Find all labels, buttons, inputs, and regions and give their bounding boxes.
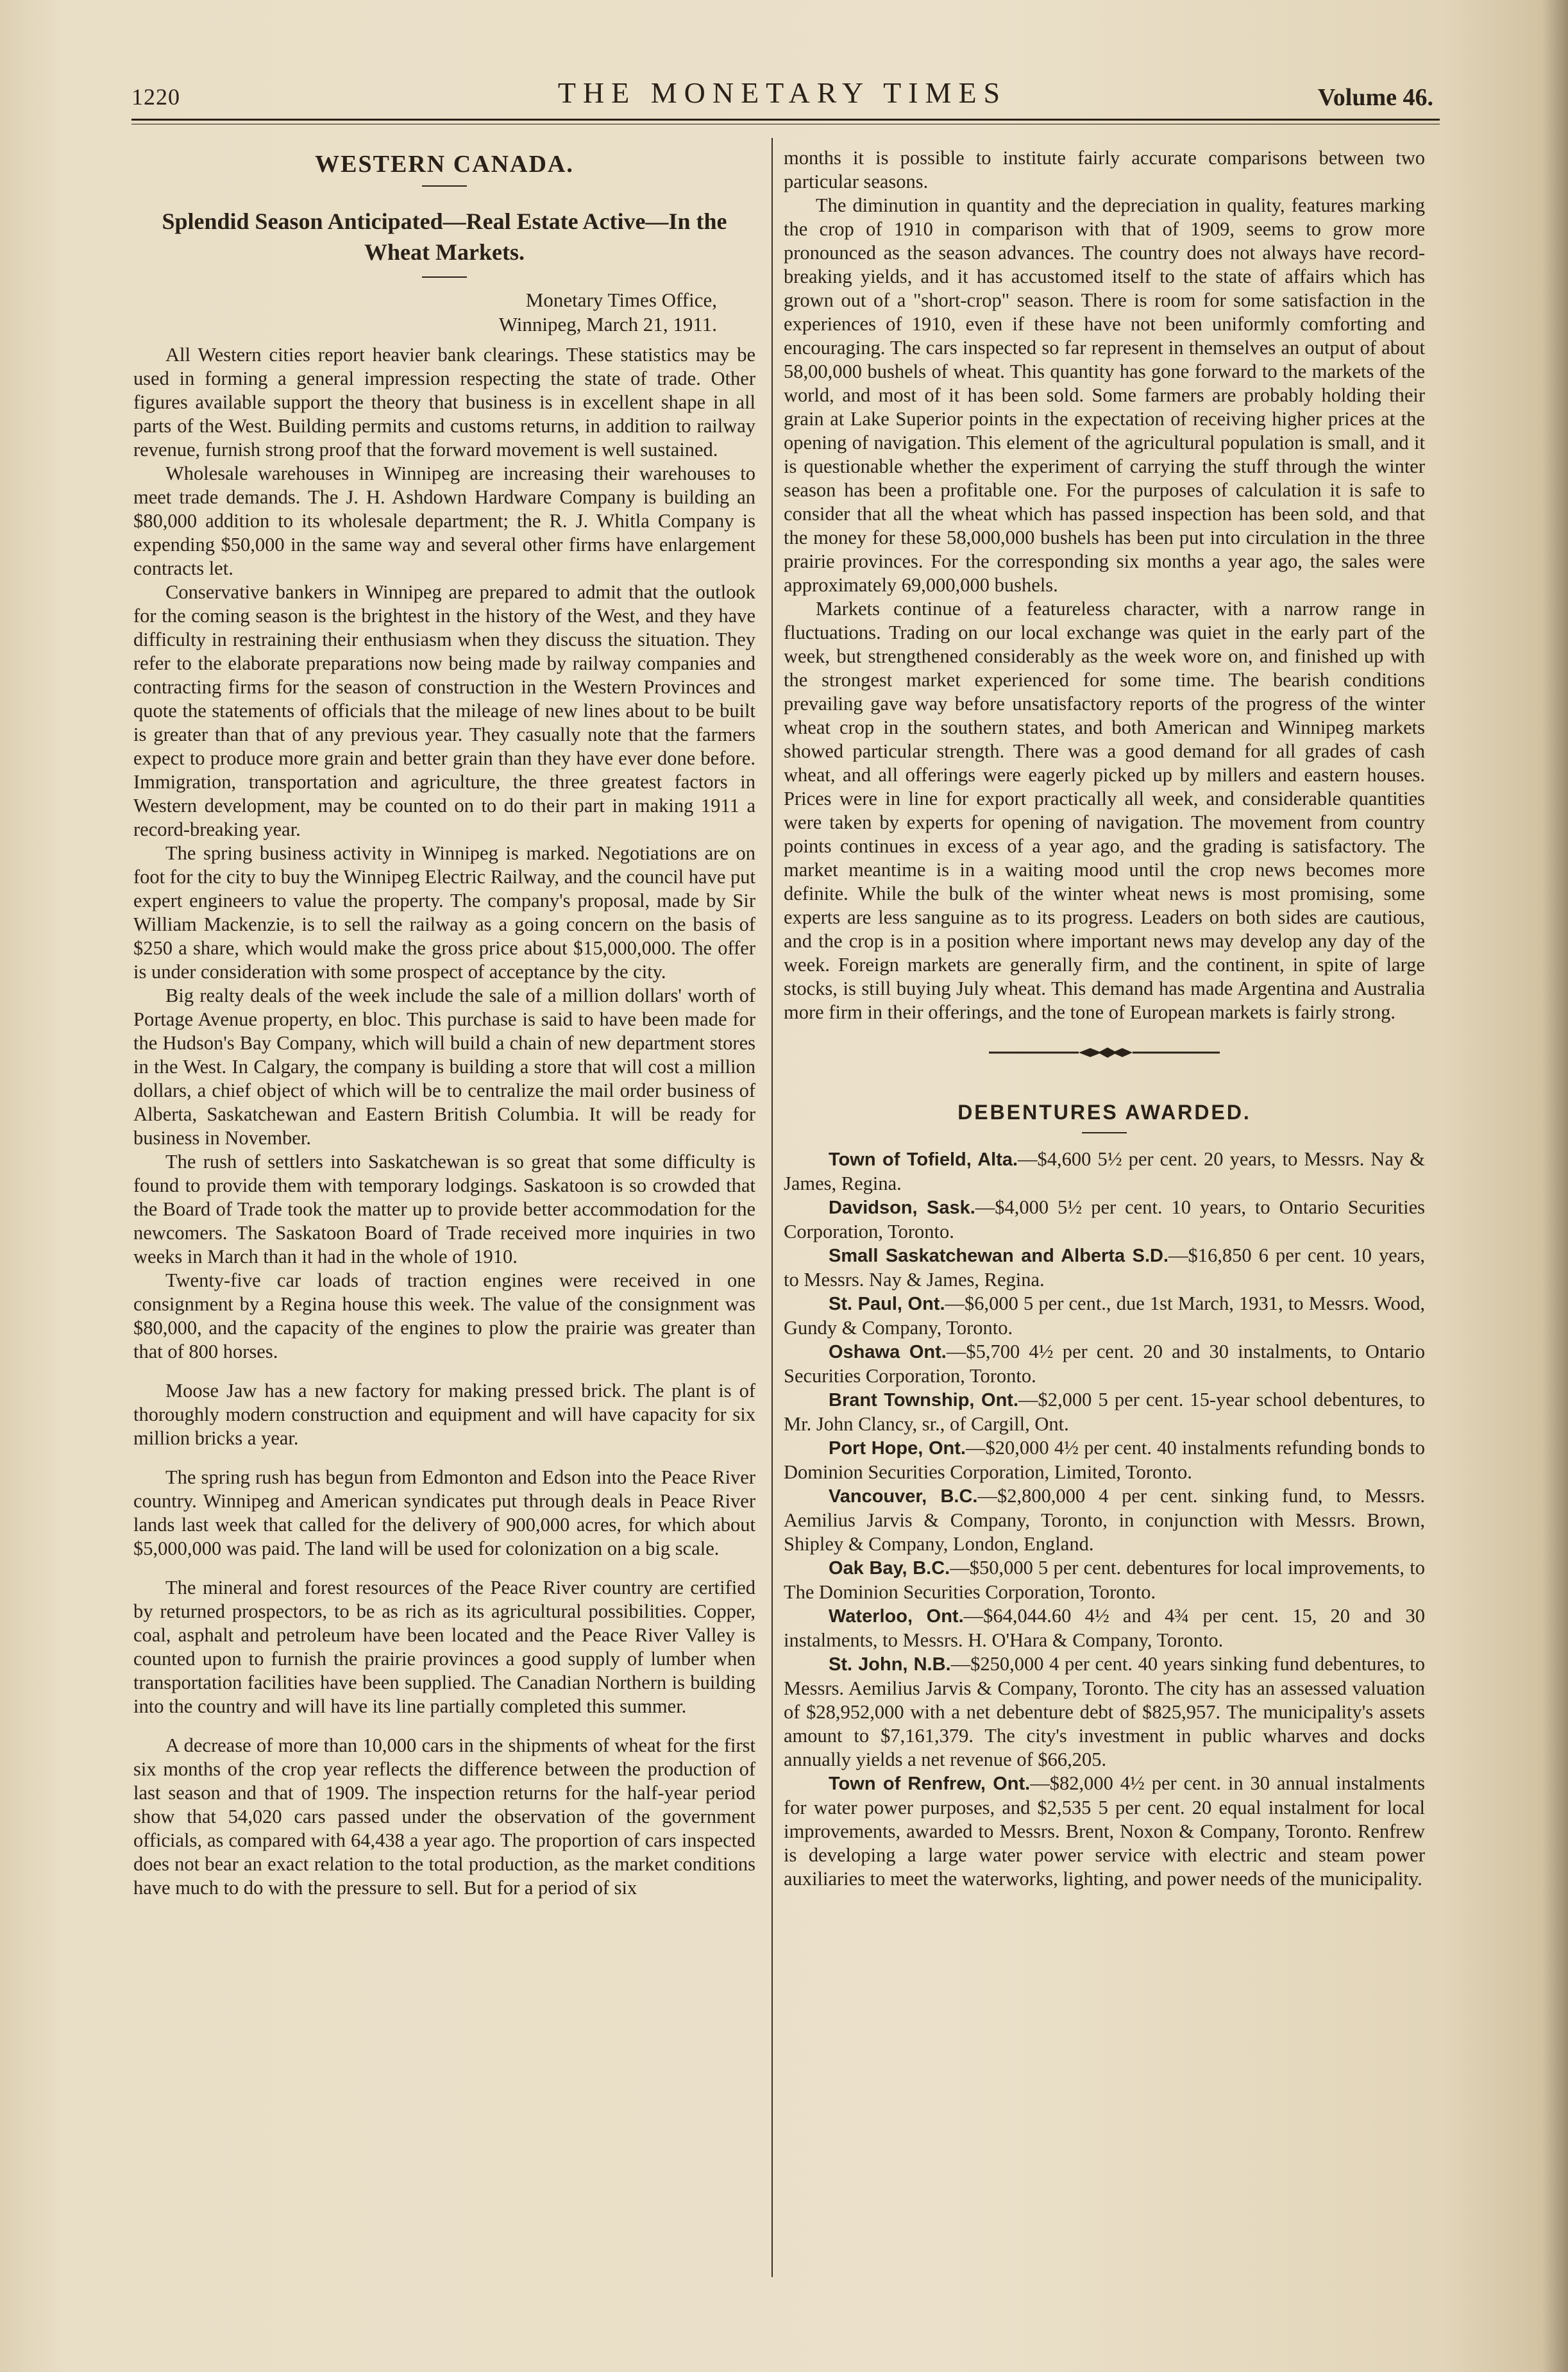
paragraph: Markets continue of a featureless character, with a narrow range in fluctuations. Trading on our local exchange was quiet in the early part of the week, but strengthened considerably as the week wore on, and finished up with the strongest market experienced for some time. The bearish conditions prevailing gave way before unsatisfactory reports of the progress of the winter wheat crop in the southern states, and both American and Winnipeg markets showed particular strength. There was a good demand for all grades of cash wheat, and all offerings were eagerly picked up by millers and eastern houses. Prices were in line for export practically all week, and considerable quantities were taken by experts for opening of navigation. The movement from country points continues in excess of a year ago, and the grading is satisfactory. The market meantime is in a waiting mood until the crop news becomes more definite. While the bulk of the winter wheat news is most promising, some experts are less sanguine as to its progress. Leaders on both sides are cautious, and the crop is in a position where important news may develop any day of the week. Foreign markets are generally firm, and the continent, in spite of large stocks, is still buying July wheat. This demand has made Argentina and Australia more firm in their offerings, and the tone of European markets is fairly strong. [784,598,1425,1023]
debenture-entry [784,1244,1425,1292]
debenture-text: —$2,800,000 4 per cent. sinking fund, to Messrs. Aemilius Jarvis & Company, Toronto, in conjunction with Messrs. Brown, Shipley & Company, London, England. [784,1485,1425,1555]
column-divider [771,138,773,2277]
debenture-text: —$2,000 5 per cent. 15-year school debentures, to Mr. John Clancy, sr., of Cargill, Ont. [784,1389,1425,1435]
debenture-entry [784,1340,1425,1388]
paragraph: Conservative bankers in Winnipeg are prepared to admit that the outlook for the coming season is the brightest in the history of the West, and they have difficulty in restraining their enthusiasm when they discuss the situation. They refer to the elaborate preparations now being made by railway companies and contracting firms for the season of construction in the Western Provinces and quote the statements of officials that the mileage of new lines about to be built is greater than that of any previous year. They casually note that the farmers expect to produce more grain and better grain than they have ever done before. Immigration, transportation and agriculture, the three greatest factors in Western development, may be counted on to do their part in making 1911 a record-breaking year. [133,581,755,840]
page-number: 1220 [131,84,180,110]
debenture-text: —$5,700 4½ per cent. 20 and 30 instalments, to Ontario Securities Corporation, Toronto. [784,1341,1425,1387]
debenture-entry [784,1148,1425,1196]
subtitle-rule [422,276,467,278]
ornament-divider [784,1041,1425,1065]
volume-label: Volume 46. [1317,84,1433,111]
debenture-place: Davidson, Sask. [829,1198,975,1218]
debenture-place: St. John, N.B. [829,1654,951,1675]
ornament-icon [989,1046,1220,1059]
debenture-text: —$82,000 4½ per cent. in 30 annual instalments for water power purposes, and $2,535 5 per cent. 20 equal instalment for local improvements, awarded to Messrs. Brent, Noxon & Company, Toronto. Renfrew is developing a large water power service with electric and steam power auxiliaries to meet the waterworks, lighting, and power needs of the municipality. [784,1772,1425,1890]
debenture-place: Oak Bay, B.C. [829,1558,950,1579]
debenture-entry [784,1436,1425,1484]
debenture-place: Brant Township, Ont. [829,1390,1019,1410]
debenture-place: Waterloo, Ont. [829,1606,964,1627]
section-title: WESTERN CANADA. [315,151,574,178]
debenture-text: —$6,000 5 per cent., due 1st March, 1931, to Messrs. Wood, Gundy & Company, Toronto. [784,1292,1425,1339]
right-column [784,146,1425,1891]
paragraph: The rush of settlers into Saskatchewan is so great that some difficulty is found to provide them with temporary lodgings. Saskatoon is so crowded that the Board of Trade took the matter up to provide better accommodation for the newcomers. The Saskatoon Board of Trade received more inquiries in two weeks in March than it had in the whole of 1910. [133,1151,755,1267]
debenture-entry [784,1604,1425,1652]
debentures-list [784,1148,1425,1891]
debenture-text: —$64,044.60 4½ and 4¾ per cent. 15, 20 and 30 instalments, to Messrs. H. O'Hara & Company, Toronto. [784,1605,1425,1651]
paragraph: Moose Jaw has a new factory for making pressed brick. The plant is of thoroughly modern construction and equipment and will have capacity for six million bricks a year. [133,1380,755,1449]
left-column [133,146,755,1900]
debenture-text: —$250,000 4 per cent. 40 years sinking fund debentures, to Messrs. Aemilius Jarvis & Company, Toronto. The city has an assessed valuation of $28,952,000 with a net debenture debt of $825,957. The municipality's assets amount to $7,161,379. The city's investment in public wharves and docks annually yields a net revenue of $66,205. [784,1653,1425,1770]
paragraph: The diminution in quantity and the depreciation in quality, features marking the crop of 1910 in comparison with that of 1909, seems to grow more pronounced as the season advances. The country does not always have record-breaking yields, and it has accustomed itself to the state of affairs which has grown out of a "short-crop" season. There is room for some satisfaction in the experiences of 1910, even if these have not been uniformly comforting and encouraging. The cars inspected so far represent in themselves an output of about 58,00,000 bushels of wheat. This quantity has gone forward to the markets of the world, and most of it has been sold. Some farmers are probably holding their grain at Lake Superior points in the expectation of receiving higher prices at the opening of navigation. This element of the agricultural population is small, and it is questionable whether the experiment of carrying the stuff through the winter season has been a profitable one. For the purposes of calculation it is safe to consider that all the wheat which has passed inspection has been sold, and that the money for these 58,000,000 bushels has been put into circulation in the three prairie provinces. For the corresponding six months a year ago, the sales were approximately 69,000,000 bushels. [784,194,1425,596]
debenture-text: —$4,000 5½ per cent. 10 years, to Ontario Securities Corporation, Toronto. [784,1196,1425,1242]
paragraph: Big realty deals of the week include the sale of a million dollars' worth of Portage Avenue property, en bloc. This purchase is said to have been made for the Hudson's Bay Company, which will build a chain of new department stores in the West. In Calgary, the company is building a store that will cost a million dollars, a chief object of which will be to centralize the mail order business of Alberta, Saskatchewan and Eastern British Columbia. It will be ready for business in November. [133,985,755,1149]
debenture-place: St. Paul, Ont. [829,1294,945,1314]
debentures-title: DEBENTURES AWARDED. [957,1101,1251,1124]
paragraph: Wholesale warehouses in Winnipeg are increasing their warehouses to meet trade demands. The J. H. Ashdown Hardware Company is building an $80,000 addition to its wholesale department; the R. J. Whitla Company is expending $50,000 in the same way and several other firms have enlargement contracts let. [133,462,755,579]
debenture-text: —$4,600 5½ per cent. 20 years, to Messrs. Nay & James, Regina. [784,1148,1426,1194]
paragraph: The spring rush has begun from Edmonton and Edson into the Peace River country. Winnipeg and American syndicates put through deals in Peace River lands last week that called for the delivery of 900,000 acres, for which about $5,000,000 was paid. The land will be used for colonization on a big scale. [133,1466,755,1559]
debentures-rule [1082,1132,1127,1133]
debenture-text: —$16,850 6 per cent. 10 years, to Messrs. Nay & James, Regina. [784,1244,1426,1291]
debenture-text: —$50,000 5 per cent. debentures for local improvements, to The Dominion Securities Corporation, Toronto. [784,1557,1425,1603]
debenture-place: Town of Renfrew, Ont. [829,1774,1031,1794]
dateline [133,288,755,337]
debenture-place: Port Hope, Ont. [829,1438,966,1459]
paragraph: Twenty-five car loads of traction engines were received in one consignment by a Regina house this week. The value of the consignment was $80,000, and the capacity of the engines to plow the prairie was greater than that of 800 horses. [133,1269,755,1362]
debenture-entry [784,1652,1425,1772]
debenture-entry [784,1388,1425,1436]
header-rule [131,119,1440,121]
dateline-place: Winnipeg, March 21, 1911. [498,313,717,335]
paragraph: months it is possible to institute fairly accurate comparisons between two particular seasons. [784,147,1425,192]
debenture-place: Town of Tofield, Alta. [829,1149,1018,1170]
paragraph: A decrease of more than 10,000 cars in the shipments of wheat for the first six months of the crop year reflects the difference between the production of last season and that of 1909. The inspection returns for the half-year period show that 54,020 cars passed under the observation of the government officials, as compared with 64,438 a year ago. The proportion of cars inspected does not bear an exact relation to the total production, as the market conditions have much to do with the pressure to sell. But for a period of six [133,1734,755,1899]
debenture-entry [784,1556,1425,1604]
page-header [131,76,1433,114]
article-subtitle: Splendid Season Anticipated—Real Estate Active—In the Wheat Markets. [162,208,727,265]
paragraph: The spring business activity in Winnipeg is marked. Negotiations are on foot for the city to buy the Winnipeg Electric Railway, and the council have put expert engineers to value the property. The company's proposal, made by Sir William Mackenzie, is to sell the railway as a going concern on the basis of $250 a share, which would make the gross price about $15,000,000. The offer is under consideration with some prospect of acceptance by the city. [133,842,755,983]
debenture-place: Oshawa Ont. [829,1342,947,1362]
paragraph: The mineral and forest resources of the Peace River country are certified by returned prospectors, to be as rich as its agricultural possibilities. Copper, coal, asphalt and petroleum have been located and the Peace River Valley is counted upon to furnish the prairie provinces a good supply of lumber when transportation facilities have been supplied. The Canadian Northern is building into the country and will have its line partially completed this summer. [133,1577,755,1717]
dateline-office: Monetary Times Office, [525,289,717,311]
debenture-entry [784,1772,1425,1891]
paragraph: All Western cities report heavier bank clearings. These statistics may be used in forming a general impression respecting the state of trade. Other figures available support the theory that business is in excellent shape in all parts of the West. Building permits and customs returns, in addition to railway revenue, furnish strong proof that the forward movement is well sustained. [133,344,755,461]
debenture-place: Vancouver, B.C. [829,1486,978,1507]
debenture-entry [784,1196,1425,1244]
debenture-text: —$20,000 4½ per cent. 40 instalments refunding bonds to Dominion Securities Corporation, Limited, Toronto. [784,1437,1425,1483]
debenture-place: Small Saskatchewan and Alberta S.D. [829,1246,1169,1266]
title-rule [422,185,467,187]
publication-title: THE MONETARY TIMES [557,76,1007,109]
debenture-entry [784,1484,1425,1556]
debenture-entry [784,1292,1425,1340]
